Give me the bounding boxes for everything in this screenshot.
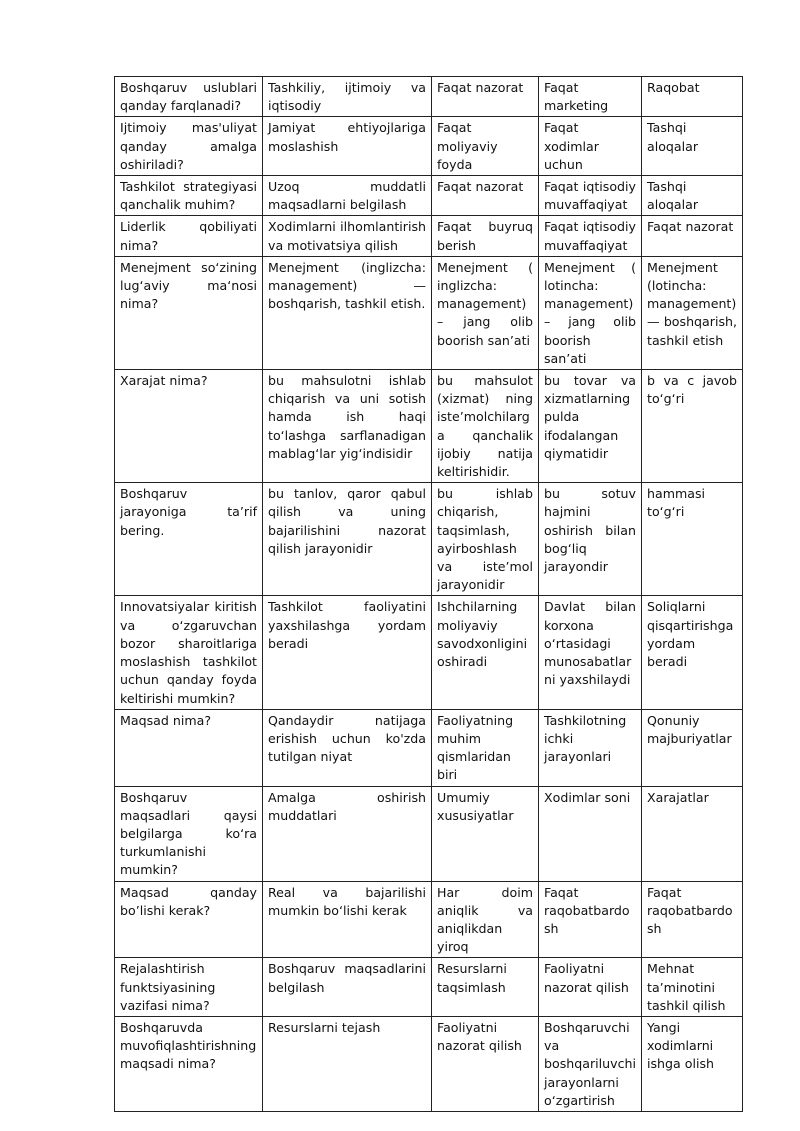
answer-cell: Qandaydir natijaga erishish uchun ko'zda tutilgan niyat — [263, 709, 432, 786]
table-row — [115, 1016, 743, 1111]
question-cell: Maqsad nima? — [115, 709, 263, 786]
answer-cell: Resurslarni taqsimlash — [432, 958, 539, 1017]
answer-cell: Xodimlarni ilhomlantirish va motivatsiya qilish — [263, 216, 432, 256]
answer-cell: Davlat bilan korxona o‘rtasidagi munosabatlar ni yaxshilaydi — [539, 596, 642, 709]
answer-cell: Tashqi aloqalar — [642, 117, 743, 176]
answer-cell: Faqat iqtisodiy muvaffaqiyat — [539, 216, 642, 256]
answer-cell: Faqat raqobatbardo sh — [539, 881, 642, 958]
quiz-table — [114, 76, 743, 1112]
answer-cell: Menejment ( lotincha: management) – jang olib boorish san’ati — [539, 256, 642, 369]
answer-cell: Menejment (inglizcha: management) — boshqarish, tashkil etish. — [263, 256, 432, 369]
answer-cell: Uzoq muddatli maqsadlarni belgilash — [263, 176, 432, 216]
table-row — [115, 881, 743, 958]
table-row — [115, 77, 743, 117]
answer-cell: Har doim aniqlik va aniqlikdan yiroq — [432, 881, 539, 958]
answer-cell: Menejment ( inglizcha: management) – jang olib boorish san’ati — [432, 256, 539, 369]
answer-cell: Ishchilarning moliyaviy savodxonligini oshiradi — [432, 596, 539, 709]
question-cell: Tashkilot strategiyasi qanchalik muhim? — [115, 176, 263, 216]
question-cell: Boshqaruvda muvofiqlashtirishning maqsadi nima? — [115, 1016, 263, 1111]
answer-cell: Raqobat — [642, 77, 743, 117]
table-row — [115, 370, 743, 483]
answer-cell: Faoliyatning muhim qismlaridan biri — [432, 709, 539, 786]
table-row — [115, 958, 743, 1017]
answer-cell: bu mahsulot (xizmat) ning iste’molchilarg a qanchalik ijobiy natija keltirishidir. — [432, 370, 539, 483]
question-cell: Ijtimoiy mas'uliyat qanday amalga oshiriladi? — [115, 117, 263, 176]
table-row — [115, 596, 743, 709]
document-page — [114, 76, 743, 1112]
answer-cell: Faoliyatni nazorat qilish — [539, 958, 642, 1017]
answer-cell: Xodimlar soni — [539, 786, 642, 881]
answer-cell: bu sotuv hajmini oshirish bilan bog‘liq jarayondir — [539, 483, 642, 596]
answer-cell: bu tovar va xizmatlarning pulda ifodalangan qiymatidir — [539, 370, 642, 483]
answer-cell: Tashkilot faoliyatini yaxshilashga yordam beradi — [263, 596, 432, 709]
answer-cell: Faqat iqtisodiy muvaffaqiyat — [539, 176, 642, 216]
answer-cell: Jamiyat ehtiyojlariga moslashish — [263, 117, 432, 176]
question-cell: Boshqaruv jarayoniga ta’rif bering. — [115, 483, 263, 596]
answer-cell: bu mahsulotni ishlab chiqarish va uni sotish hamda ish haqi to‘lashga sarflanadigan mablag‘lar yig‘indisidir — [263, 370, 432, 483]
answer-cell: Menejment (lotincha: management) — boshqarish, tashkil etish — [642, 256, 743, 369]
answer-cell: b va c javob to‘g‘ri — [642, 370, 743, 483]
answer-cell: Qonuniy majburiyatlar — [642, 709, 743, 786]
table-row — [115, 256, 743, 369]
answer-cell: Faqat marketing — [539, 77, 642, 117]
answer-cell: Faoliyatni nazorat qilish — [432, 1016, 539, 1111]
question-cell: Liderlik qobiliyati nima? — [115, 216, 263, 256]
table-row — [115, 483, 743, 596]
answer-cell: Faqat nazorat — [432, 176, 539, 216]
answer-cell: Boshqaruvchi va boshqariluvchi jarayonlarni o‘zgartirish — [539, 1016, 642, 1111]
answer-cell: Umumiy xususiyatlar — [432, 786, 539, 881]
answer-cell: Yangi xodimlarni ishga olish — [642, 1016, 743, 1111]
answer-cell: Faqat nazorat — [642, 216, 743, 256]
table-row — [115, 709, 743, 786]
answer-cell: Faqat buyruq berish — [432, 216, 539, 256]
answer-cell: Tashkilotning ichki jarayonlari — [539, 709, 642, 786]
table-row — [115, 216, 743, 256]
answer-cell: Resurslarni tejash — [263, 1016, 432, 1111]
question-cell: Innovatsiyalar kiritish va o‘zgaruvchan bozor sharoitlariga moslashish tashkilot uchun qanday foyda keltirishi mumkin? — [115, 596, 263, 709]
question-cell: Maqsad qanday bo’lishi kerak? — [115, 881, 263, 958]
question-cell: Boshqaruv maqsadlari qaysi belgilarga ko‘ra turkumlanishi mumkin? — [115, 786, 263, 881]
answer-cell: Amalga oshirish muddatlari — [263, 786, 432, 881]
answer-cell: Faqat xodimlar uchun — [539, 117, 642, 176]
question-cell: Rejalashtirish funktsiyasining vazifasi nima? — [115, 958, 263, 1017]
quiz-table-body — [115, 77, 743, 1112]
question-cell: Menejment so‘zining lug‘aviy ma‘nosi nima? — [115, 256, 263, 369]
answer-cell: Soliqlarni qisqartirishga yordam beradi — [642, 596, 743, 709]
answer-cell: Faqat nazorat — [432, 77, 539, 117]
answer-cell: Boshqaruv maqsadlarini belgilash — [263, 958, 432, 1017]
answer-cell: hammasi to‘g‘ri — [642, 483, 743, 596]
answer-cell: Faqat moliyaviy foyda — [432, 117, 539, 176]
question-cell: Xarajat nima? — [115, 370, 263, 483]
question-cell: Boshqaruv uslublari qanday farqlanadi? — [115, 77, 263, 117]
table-row — [115, 176, 743, 216]
answer-cell: bu tanlov, qaror qabul qilish va uning bajarilishini nazorat qilish jarayonidir — [263, 483, 432, 596]
answer-cell: Mehnat ta’minotini tashkil qilish — [642, 958, 743, 1017]
answer-cell: Xarajatlar — [642, 786, 743, 881]
answer-cell: Tashkiliy, ijtimoiy va iqtisodiy — [263, 77, 432, 117]
answer-cell: bu ishlab chiqarish, taqsimlash, ayirboshlash va iste’mol jarayonidir — [432, 483, 539, 596]
answer-cell: Tashqi aloqalar — [642, 176, 743, 216]
answer-cell: Faqat raqobatbardo sh — [642, 881, 743, 958]
table-row — [115, 117, 743, 176]
table-row — [115, 786, 743, 881]
answer-cell: Real va bajarilishi mumkin bo‘lishi kerak — [263, 881, 432, 958]
